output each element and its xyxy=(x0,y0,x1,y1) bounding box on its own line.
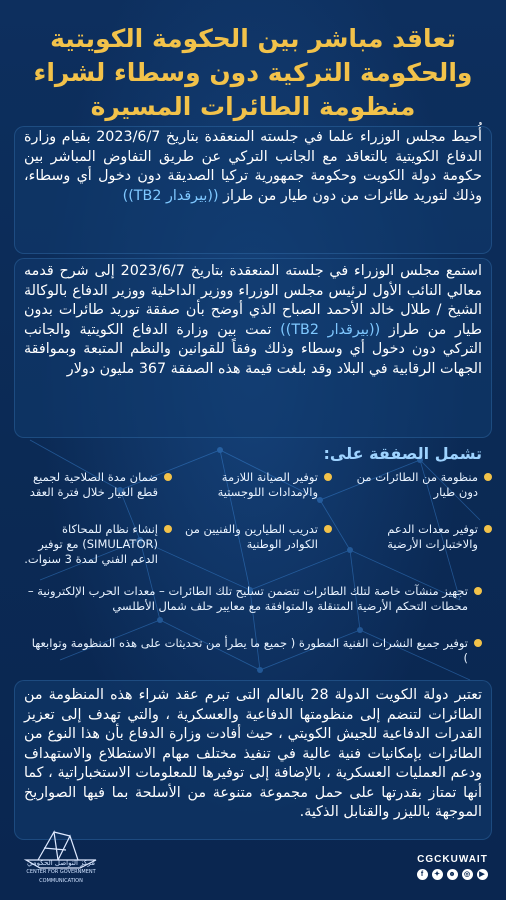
title-line-1: تعاقد مباشر بين الحكومة الكويتية xyxy=(50,24,456,53)
logo-caption-arabic: مركز التواصل الحكومي xyxy=(27,859,95,867)
social-icons xyxy=(417,869,488,880)
includes-bullet: تجهيز منشآت خاصة لتلك الطائرات تتضمن تسليح تلك الطائرات – معدات الحرب الإلكترونية – محطات التحكم الأرضية المتنقلة والمتوافقة مع معايير حلف شمال الأطلسي xyxy=(24,584,482,614)
includes-item: إنشاء نظام للمحاكاة (SIMULATOR) مع توفير الدعم الفني لمدة 3 سنوات. xyxy=(16,522,172,567)
title-line-3: منظومة الطائرات المسيرة xyxy=(90,92,416,121)
includes-item: توفير معدات الدعم والاختبارات الأرضية xyxy=(336,522,492,552)
paragraph-1-text: أُحيط مجلس الوزراء علما في جلسته المنعقدة بتاريخ 2023/6/7 بقيام وزارة الدفاع الكويتية بالتعاقد مع الجانب التركي عن طريق التفاوض المباشر بين حكومة دولة الكويت وحكومة جمهورية تركيا الصديقة دون دخول أي وسطاء، وذلك لتوريد طائرات من دون طيار من طراز xyxy=(24,129,482,204)
paragraph-2-text-b: تمت بين وزارة الدفاع الكويتية والجانب التركي دون دخول أي وسطاء وذلك وفقاً للقوانين والنظم المتبعة وبموافقة الجهات الرقابية في البلاد وقد بلغت قيمة هذه الصفقة 367 مليون دولار xyxy=(24,321,482,377)
facebook-icon[interactable]: f xyxy=(417,869,428,880)
logo-caption xyxy=(18,859,104,886)
paragraph-1 xyxy=(24,128,482,206)
aircraft-model-highlight: ((بيرقدار TB2)) xyxy=(280,321,381,338)
paragraph-2 xyxy=(24,262,482,379)
snapchat-icon[interactable]: ☻ xyxy=(448,871,457,878)
brand-handle xyxy=(417,854,488,880)
includes-item: ضمان مدة الصلاحية لجميع قطع الغيار خلال فترة العقد xyxy=(16,470,172,500)
includes-grid xyxy=(14,470,492,578)
twitter-icon[interactable]: ✦ xyxy=(432,869,443,880)
includes-heading: تشمل الصفقة على: xyxy=(323,444,482,463)
instagram-icon[interactable]: ◎ xyxy=(463,871,472,878)
brand-handle-text: CGCKUWAIT xyxy=(417,854,488,865)
title-line-2: والحكومة التركية دون وسطاء لشراء xyxy=(33,58,473,87)
page-title xyxy=(20,22,486,124)
includes-bullet: توفير جميع النشرات الفنية المطورة ( جميع ما يطرأ من تحديثات على هذه المنظومة وتوابعها ) xyxy=(24,636,482,666)
paragraph-2-text-a: استمع مجلس الوزراء في جلسته المنعقدة بتاريخ 2023/6/7 إلى شرح قدمه معالي النائب الأول لرئيس مجلس الوزراء ووزير الداخلية ووزير الدفاع بالوكالة الشيخ / طلال خالد الأحمد الصباح الذي أوضح بأن صفقة توريد طائرات بدون طيار من طراز xyxy=(24,263,482,338)
logo-caption-english: CENTER FOR GOVERNMENT COMMUNICATION xyxy=(26,869,96,884)
aircraft-model-highlight: ((بيرقدار TB2)) xyxy=(122,187,219,204)
youtube-icon[interactable]: ▶ xyxy=(477,869,488,880)
paragraph-3: تعتبر دولة الكويت الدولة 28 بالعالم التى تبرم عقد شراء هذه المنظومة من الطائرات لتنضم إلى منظومتها الدفاعية والعسكرية ، والتي تهدف إلى تعزيز القدرات الدفاعية للجيش الكويتي ، حيث أفادت وزارة الدفاع بأن هذا النوع من الطائرات بإمكانيات فنية عالية في تنفيذ مختلف مهام الاستطلاع والاستهداف ودعم العمليات العسكرية ، بالإضافة إلى توفيرها للمعلومات الاستخباراتية ، كما أنها تمتاز بقدرتها على حمل مجموعة متنوعة من الأسلحة بما فيها الصواريخ الموجهة بالليزر والقنابل الذكية. xyxy=(24,687,483,820)
cgc-logo xyxy=(18,826,104,886)
includes-item: منظومة من الطائرات من دون طيار xyxy=(336,470,492,500)
includes-item: تدريب الطيارين والفنيين من الكوادر الوطنية xyxy=(176,522,332,552)
includes-item: توفير الصيانة اللازمة والإمدادات اللوجستية xyxy=(176,470,332,500)
